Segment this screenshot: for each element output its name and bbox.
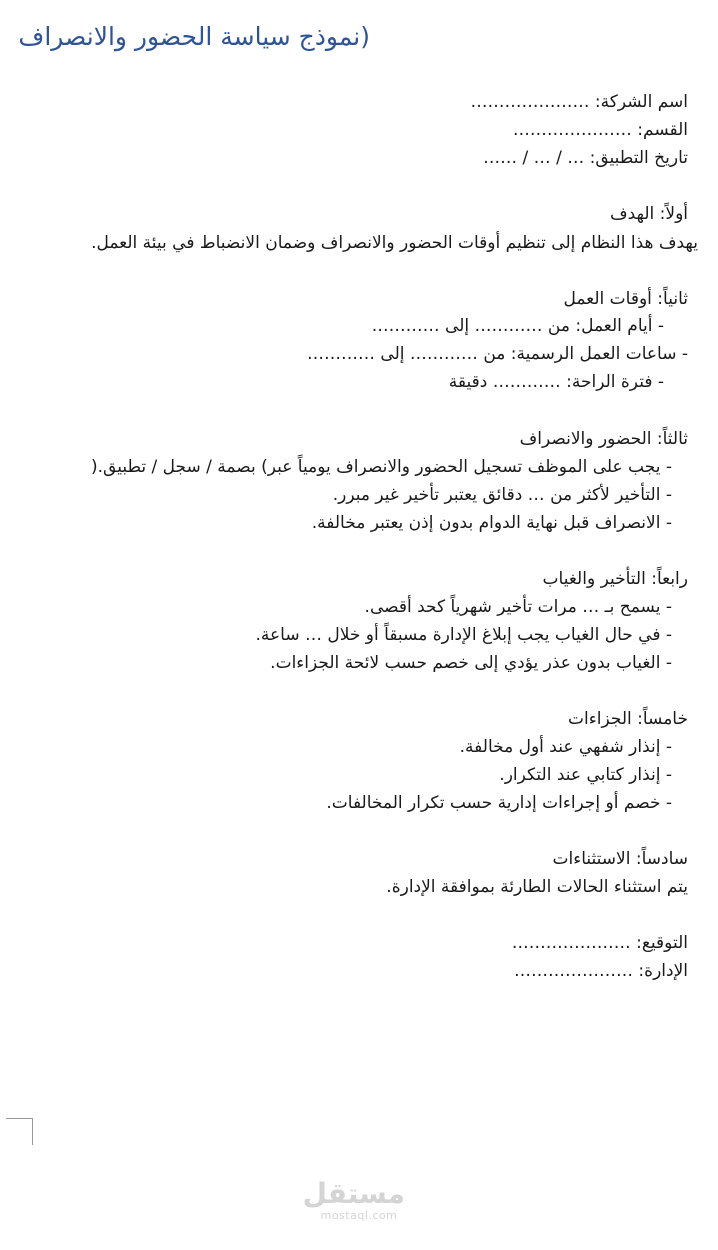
page-corner-mark (6, 1118, 33, 1145)
section-6-text: يتم استثناء الحالات الطارئة بموافقة الإدارة. (386, 877, 688, 897)
section-3-item: - التأخير لأكثر من … دقائق يعتبر تأخير غير مبرر. (332, 485, 672, 505)
section-5-item: - إنذار شفهي عند أول مخالفة. (459, 737, 672, 757)
section-2-item: - أيام العمل: من ………… إلى ………… (371, 316, 664, 336)
section-4-item: - يسمح بـ … مرات تأخير شهرياً كحد أقصى. (364, 597, 672, 617)
section-3-item: - يجب على الموظف تسجيل الحضور والانصراف يومياً عبر) بصمة / سجل / تطبيق.( (90, 457, 672, 477)
section-1-heading: أولاً: الهدف (609, 204, 688, 224)
section-5-item: - إنذار كتابي عند التكرار. (499, 765, 672, 785)
section-6-heading: سادساً: الاستثناءات (552, 849, 688, 869)
application-date-field: تاريخ التطبيق: … / … / …… (483, 148, 688, 168)
mostaql-logo-arabic: مستقل (302, 1177, 405, 1210)
section-5-heading: خامساً: الجزاءات (568, 709, 688, 729)
signature-field: التوقيع: ………………… (511, 933, 688, 953)
mostaql-logo-latin: mostaql.com (320, 1209, 398, 1222)
company-name-field: اسم الشركة: ………………… (470, 92, 688, 112)
section-5-item: - خصم أو إجراءات إدارية حسب تكرار المخالفات. (326, 793, 672, 813)
management-field: الإدارة: ………………… (514, 961, 688, 981)
department-field: القسم: ………………… (512, 120, 688, 140)
section-2-heading: ثانياً: أوقات العمل (563, 289, 688, 309)
section-1-text: يهدف هذا النظام إلى تنظيم أوقات الحضور والانصراف وضمان الانضباط في بيئة العمل. (91, 233, 698, 253)
section-2-item: - ساعات العمل الرسمية: من ………… إلى ………… (307, 344, 688, 364)
section-4-item: - الغياب بدون عذر يؤدي إلى خصم حسب لائحة الجزاءات. (270, 653, 672, 673)
section-3-heading: ثالثاً: الحضور والانصراف (519, 429, 688, 449)
section-2-item: - فترة الراحة: ………… دقيقة (448, 372, 664, 392)
section-4-heading: رابعاً: التأخير والغياب (542, 569, 688, 589)
section-4-item: - في حال الغياب يجب إبلاغ الإدارة مسبقاً أو خلال … ساعة. (255, 625, 672, 645)
mostaql-logo (302, 1177, 405, 1222)
section-3-item: - الانصراف قبل نهاية الدوام بدون إذن يعتبر مخالفة. (311, 513, 672, 533)
document-title: (نموذج سياسة الحضور والانصراف (18, 22, 370, 51)
